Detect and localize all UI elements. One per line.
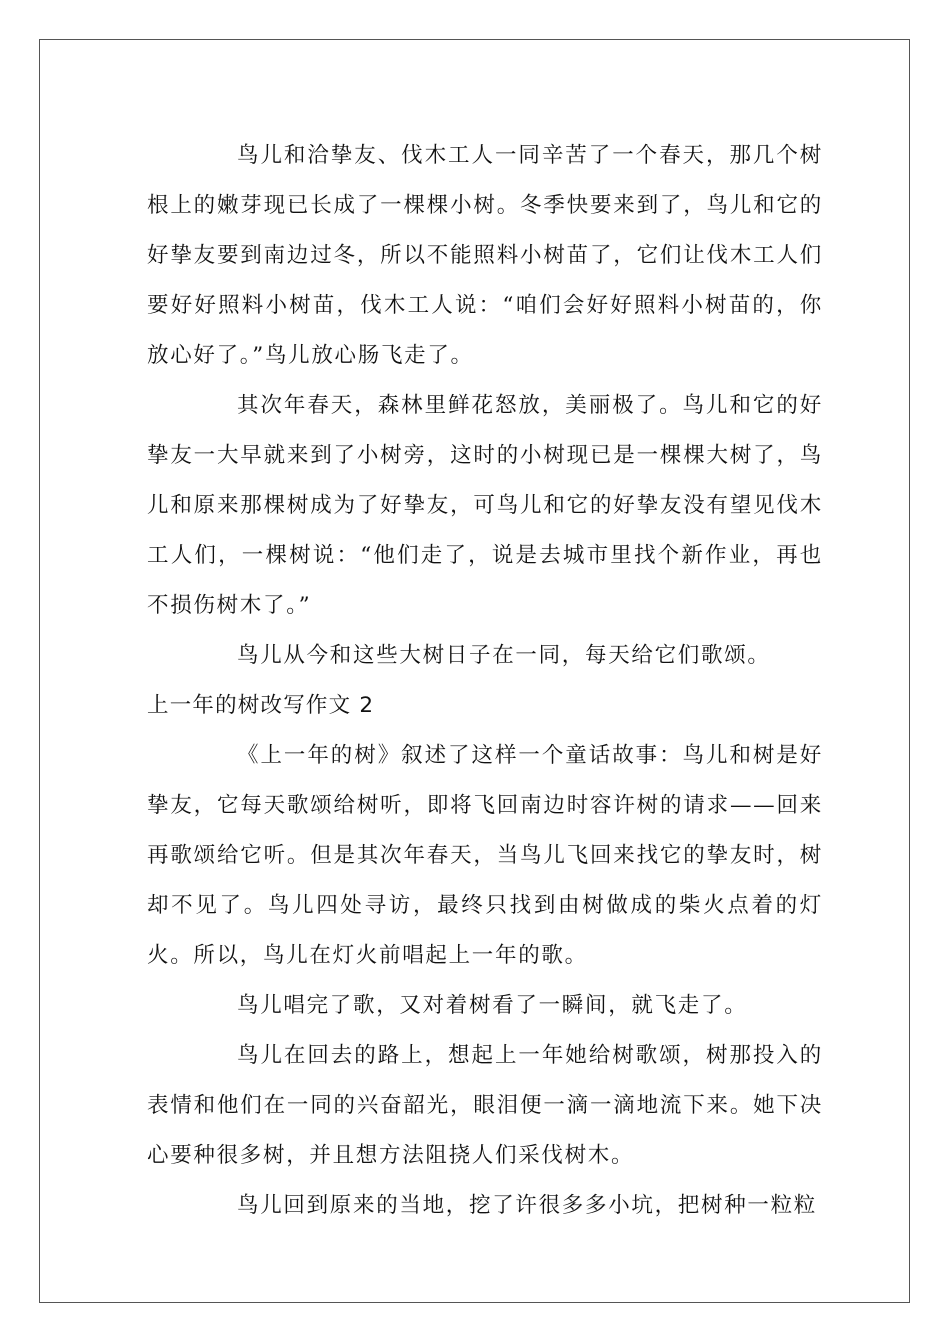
paragraph: 鸟儿和洽挚友、伐木工人一同辛苦了一个春天，那几个树根上的嫩芽现已长成了一棵棵小树。冬季快要来到了，鸟儿和它的好挚友要到南边过冬，所以不能照料小树苗了，它们让伐木工人们要好好照料小树苗，伐木工人说：“咱们会好好照料小树苗的，你放心好了。”鸟儿放心肠飞走了。 xyxy=(147,143,823,368)
paragraph: 鸟儿回到原来的当地，挖了许很多多小坑，把树种一粒粒 xyxy=(237,1193,818,1218)
section-heading: 上一年的树改写作文 2 xyxy=(147,693,375,718)
paragraph: 鸟儿从今和这些大树日子在一同，每天给它们歌颂。 xyxy=(237,643,771,668)
paragraph: 其次年春天，森林里鲜花怒放，美丽极了。鸟儿和它的好挚友一大早就来到了小树旁，这时的小树现已是一棵棵大树了，鸟儿和原来那棵树成为了好挚友，可鸟儿和它的好挚友没有望见伐木工人们，一棵树说：“他们走了，说是去城市里找个新作业，再也不损伤树木了。” xyxy=(147,393,823,618)
document-body xyxy=(147,131,823,1231)
paragraph: 鸟儿唱完了歌，又对着树看了一瞬间，就飞走了。 xyxy=(237,993,748,1018)
paragraph: 《上一年的树》叙述了这样一个童话故事：鸟儿和树是好挚友，它每天歌颂给树听，即将飞回南边时容许树的请求——回来再歌颂给它听。但是其次年春天，当鸟儿飞回来找它的挚友时，树却不见了。鸟儿四处寻访，最终只找到由树做成的柴火点着的灯火。所以，鸟儿在灯火前唱起上一年的歌。 xyxy=(147,743,823,968)
paragraph: 鸟儿在回去的路上，想起上一年她给树歌颂，树那投入的表情和他们在一同的兴奋韶光，眼泪便一滴一滴地流下来。她下决心要种很多树，并且想方法阻挠人们采伐树木。 xyxy=(147,1043,823,1168)
